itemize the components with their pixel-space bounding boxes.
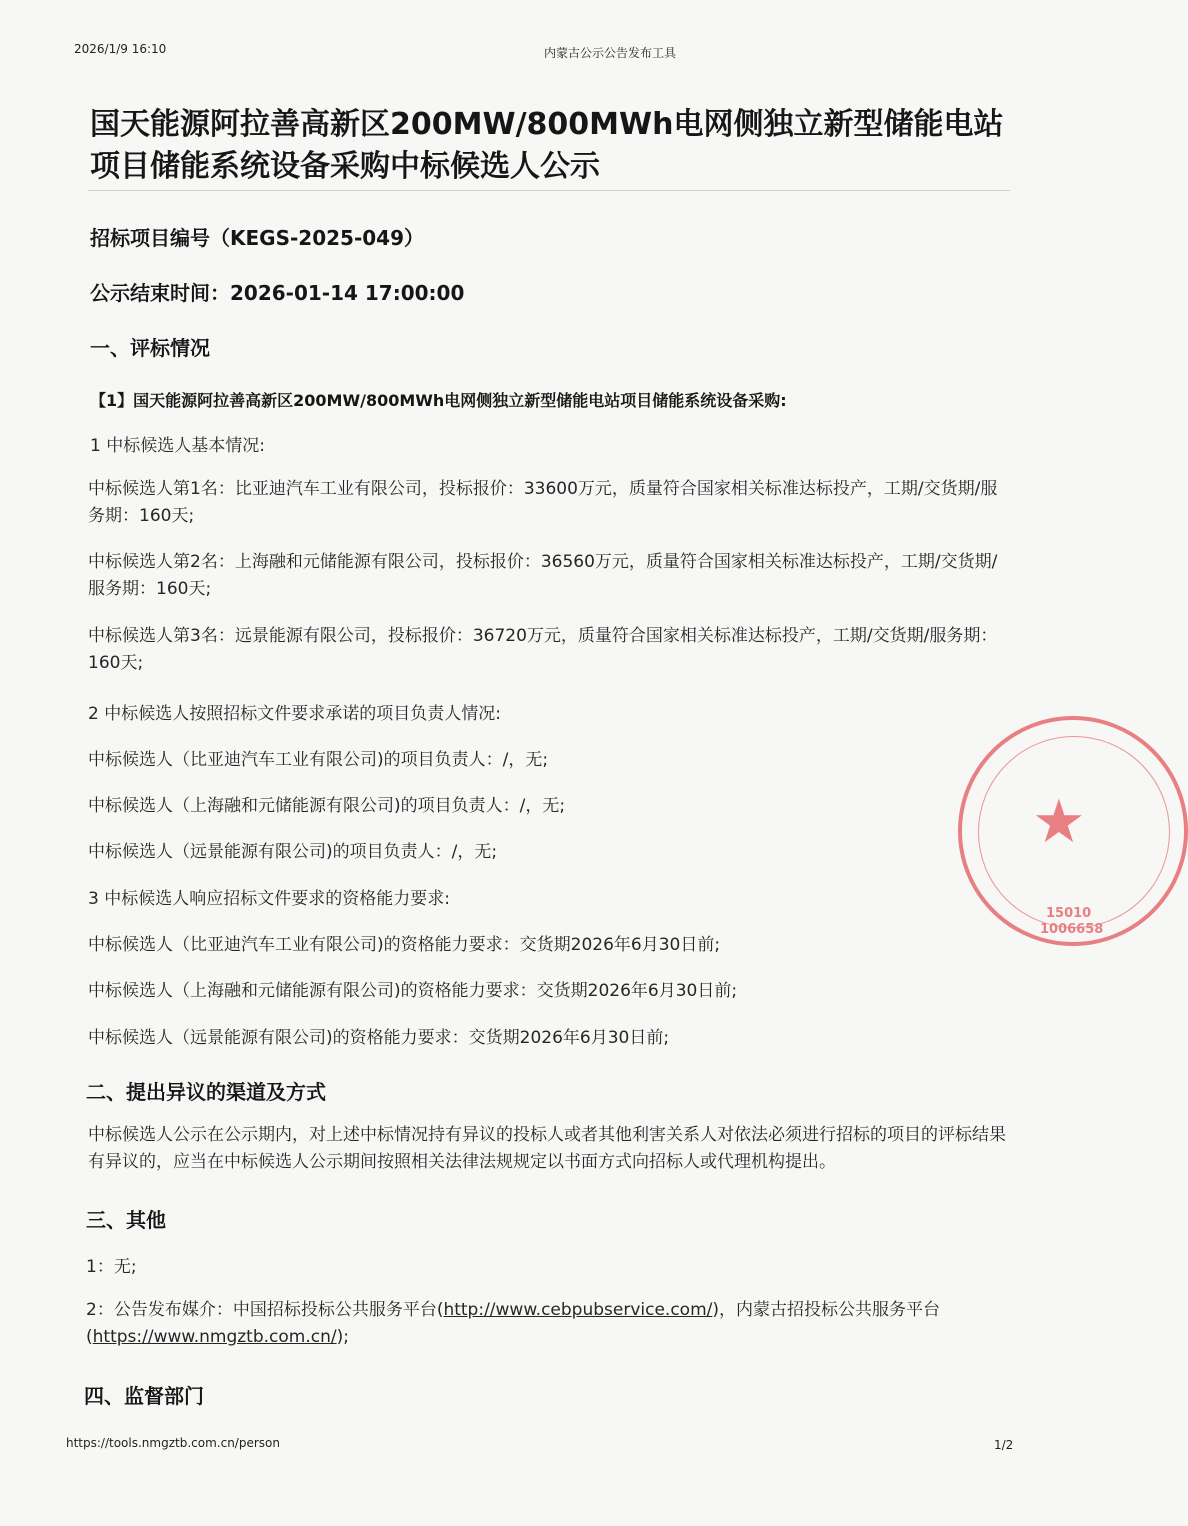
qualification-2: 中标候选人（上海融和元储能源有限公司)的资格能力要求：交货期2026年6月30日前; (88, 981, 738, 1001)
print-app-title: 内蒙古公示公告发布工具 (544, 46, 677, 60)
seal-star-icon: ★ (1032, 787, 1086, 857)
project-number: 招标项目编号（KEGS-2025-049） (90, 226, 424, 250)
objection-body: 中标候选人公示在公示期内，对上述中标情况持有异议的投标人或者其他利害关系人对依法必须进行招标的项目的评标结果有异议的，应当在中标候选人公示期间按照相关法律法规规定以书面方式向招标人或代理机构提出。 (88, 1125, 1006, 1172)
print-footer-url: https://tools.nmgztb.com.cn/person (66, 1436, 280, 1450)
section-heading-objection: 二、提出异议的渠道及方式 (86, 1080, 326, 1104)
other-item-2-prefix: 2：公告发布媒介：中国招标投标公共服务平台( (86, 1300, 444, 1320)
nmgztb-link[interactable]: https://www.nmgztb.com.cn/ (92, 1327, 337, 1347)
candidate-2: 中标候选人第2名：上海融和元储能源有限公司，投标报价：36560万元，质量符合国家相关标准达标投产，工期/交货期/服务期：160天; (88, 552, 998, 599)
section-heading-evaluation: 一、评标情况 (90, 336, 210, 360)
qualification-1: 中标候选人（比亚迪汽车工业有限公司)的资格能力要求：交货期2026年6月30日前; (88, 935, 721, 955)
section-heading-other: 三、其他 (86, 1208, 166, 1232)
other-item-2-mid: )，内蒙古招投标公共服务平台( (86, 1300, 941, 1347)
print-datetime: 2026/1/9 16:10 (74, 42, 167, 56)
other-item-1: 1：无; (86, 1257, 137, 1277)
other-item-2-suffix: ); (336, 1327, 349, 1347)
sub-heading-basic-info: 1 中标候选人基本情况: (90, 436, 265, 456)
other-item-2 (86, 1297, 1010, 1351)
sub-heading-manager: 2 中标候选人按照招标文件要求承诺的项目负责人情况: (88, 704, 501, 724)
seal-digits-2: 1006658 (1040, 922, 1104, 937)
document-title: 国天能源阿拉善高新区200MW/800MWh电网侧独立新型储能电站项目储能系统设备采购中标候选人公示 (90, 107, 1004, 184)
official-seal (958, 716, 1188, 946)
title-divider (88, 190, 1010, 191)
candidate-1: 中标候选人第1名：比亚迪汽车工业有限公司，投标报价：33600万元，质量符合国家相关标准达标投产，工期/交货期/服务期：160天; (88, 479, 998, 526)
manager-1: 中标候选人（比亚迪汽车工业有限公司)的项目负责人：/，无; (88, 750, 549, 770)
candidate-3: 中标候选人第3名：远景能源有限公司，投标报价：36720万元，质量符合国家相关标准达标投产，工期/交货期/服务期：160天; (88, 626, 998, 673)
seal-digits-1: 15010 (1046, 906, 1092, 921)
manager-2: 中标候选人（上海融和元储能源有限公司)的项目负责人：/，无; (88, 796, 566, 816)
sub-heading-qualification: 3 中标候选人响应招标文件要求的资格能力要求: (88, 889, 450, 909)
cebpubservice-link[interactable]: http://www.cebpubservice.com/ (443, 1300, 713, 1320)
publicity-end-time: 公示结束时间：2026-01-14 17:00:00 (90, 281, 465, 305)
print-page-number: 1/2 (994, 1438, 1014, 1452)
qualification-3: 中标候选人（远景能源有限公司)的资格能力要求：交货期2026年6月30日前; (88, 1028, 670, 1048)
section-heading-supervision: 四、监督部门 (84, 1384, 204, 1408)
lot-title: 【1】国天能源阿拉善高新区200MW/800MWh电网侧独立新型储能电站项目储能系统设备采购: (90, 391, 787, 410)
manager-3: 中标候选人（远景能源有限公司)的项目负责人：/，无; (88, 842, 498, 862)
